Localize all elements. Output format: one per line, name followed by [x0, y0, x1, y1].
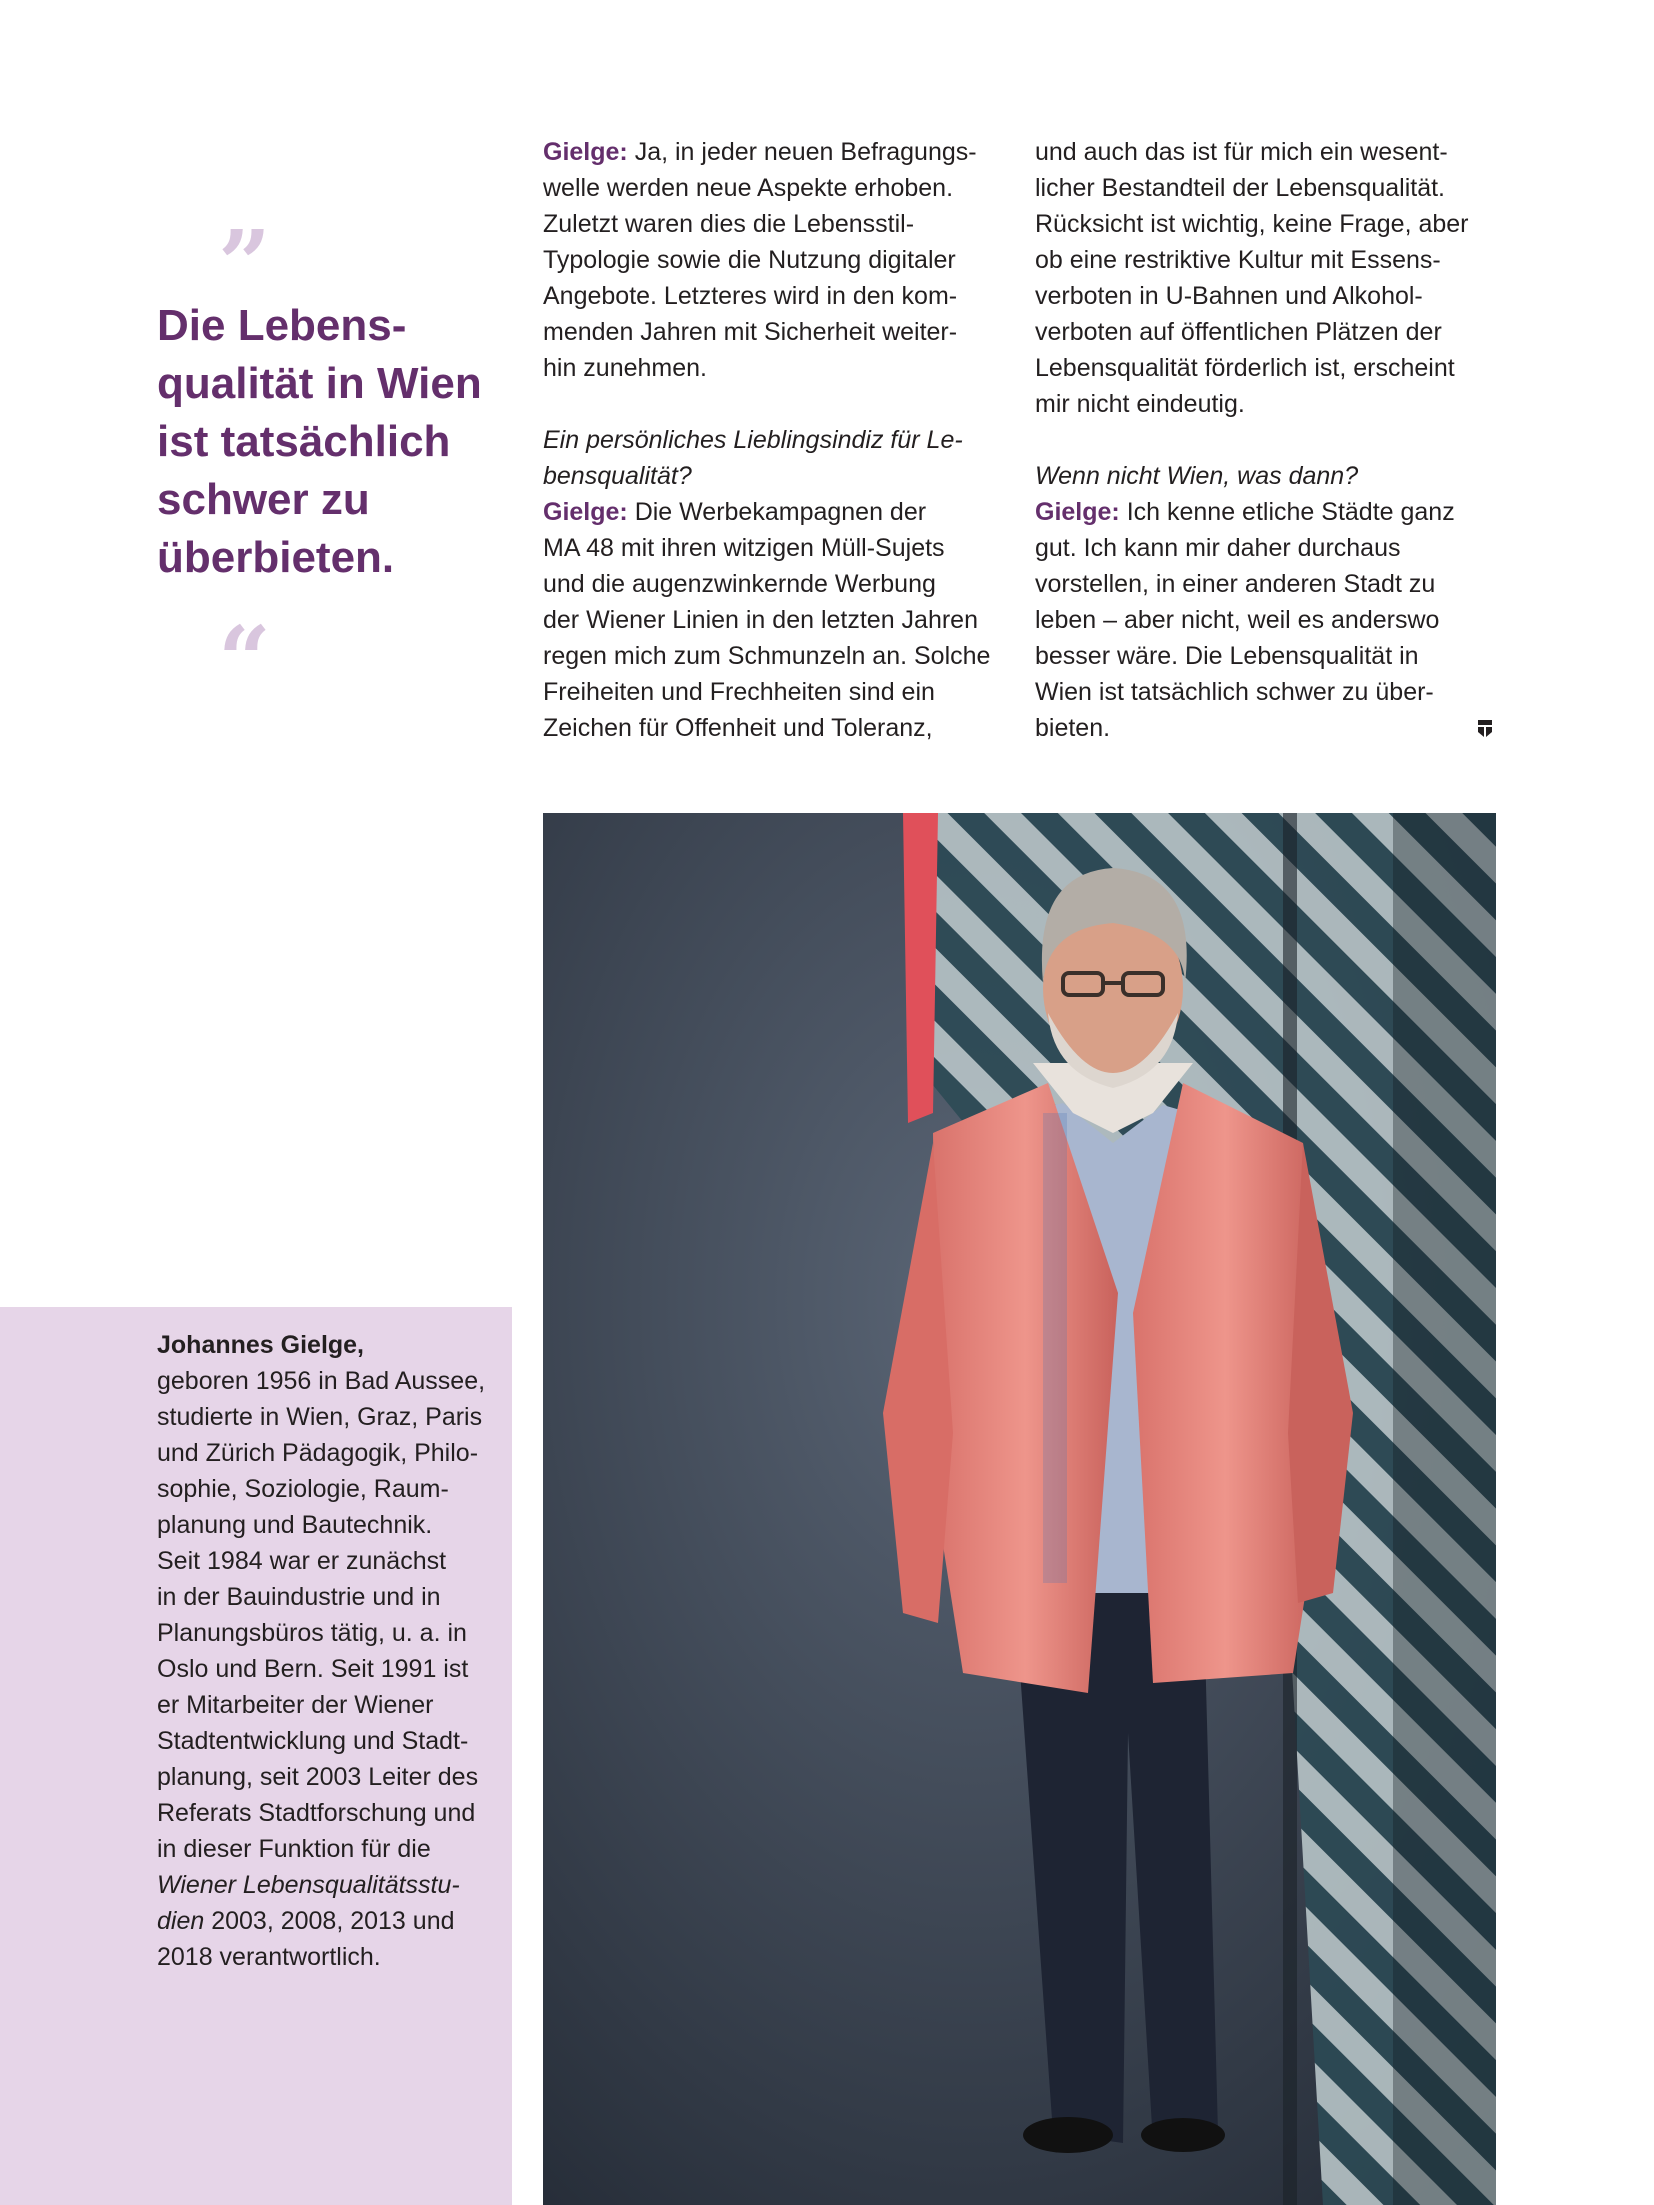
text-line: MA 48 mit ihren witzigen Müll-Sujets — [543, 534, 945, 562]
speaker-label: Gielge: — [543, 498, 628, 526]
text-line: und auch das ist für mich ein wesent- — [1035, 138, 1448, 166]
bio-line: in dieser Funktion für die — [157, 1835, 431, 1863]
question-line: bensqualität? — [543, 462, 692, 490]
paragraph-gap — [1035, 422, 1505, 458]
answer-text: Die Werbekampagnen der — [627, 498, 927, 526]
bio-line: sophie, Soziologie, Raum- — [157, 1475, 449, 1503]
text-line: Wien ist tatsächlich schwer zu über- — [1035, 678, 1434, 706]
portrait-photo — [543, 813, 1496, 2205]
portrait-illustration — [543, 813, 1496, 2205]
text-line — [543, 134, 1013, 170]
text-line: regen mich zum Schmunzeln an. Solche — [543, 642, 991, 670]
text-line: Typologie sowie die Nutzung digitaler — [543, 246, 956, 274]
text-line: verboten auf öffentlichen Plätzen der — [1035, 318, 1442, 346]
text-line: und die augenzwinkernde Werbung — [543, 570, 936, 598]
bio-line: er Mitarbeiter der Wiener — [157, 1691, 434, 1719]
text-line: leben – aber nicht, weil es anderswo — [1035, 606, 1440, 634]
bio-line: planung und Bautechnik. — [157, 1511, 433, 1539]
bio-line: geboren 1956 in Bad Aussee, — [157, 1367, 486, 1395]
pull-quote-line: überbieten. — [157, 533, 395, 582]
article-column-2 — [1035, 134, 1505, 746]
bio-line — [157, 1903, 497, 1939]
pull-quote-line: Die Lebens- — [157, 301, 407, 350]
bio-line: studierte in Wien, Graz, Paris — [157, 1403, 483, 1431]
bio-line: Seit 1984 war er zunächst — [157, 1547, 447, 1575]
pull-quote-line: qualität in Wien — [157, 359, 482, 408]
speaker-label: Gielge: — [543, 138, 628, 166]
pull-quote — [157, 297, 497, 587]
article-column-1 — [543, 134, 1013, 746]
text-line: gut. Ich kann mir daher durchaus — [1035, 534, 1401, 562]
text-line: mir nicht eindeutig. — [1035, 390, 1245, 418]
text-line: Rücksicht ist wichtig, keine Frage, aber — [1035, 210, 1469, 238]
text-line: vorstellen, in einer anderen Stadt zu — [1035, 570, 1436, 598]
question-line: Ein persönliches Lieblingsindiz für Le- — [543, 426, 963, 454]
bio-line: Oslo und Bern. Seit 1991 ist — [157, 1655, 469, 1683]
bio-lines — [157, 1363, 497, 1867]
vienna-shield-icon — [1476, 718, 1494, 740]
text-line: Zuletzt waren dies die Lebensstil- — [543, 210, 915, 238]
paragraph-gap — [543, 386, 1013, 422]
bio-line: Planungsbüros tätig, u. a. in — [157, 1619, 467, 1647]
text-line: bieten. — [1035, 714, 1111, 742]
answer-text: Ich kenne etliche Städte ganz — [1119, 498, 1455, 526]
bio-line: in der Bauindustrie und in — [157, 1583, 441, 1611]
bio-name: Johannes Gielge, — [157, 1331, 365, 1359]
pull-quote-line: schwer zu — [157, 475, 370, 524]
bio-line: planung, seit 2003 Leiter des — [157, 1763, 479, 1791]
bio-line: 2018 verantwortlich. — [157, 1943, 381, 1971]
text-line: verboten in U-Bahnen und Alkohol- — [1035, 282, 1423, 310]
text-line: besser wäre. Die Lebensqualität in — [1035, 642, 1419, 670]
text-line: menden Jahren mit Sicherheit weiter- — [543, 318, 958, 346]
bio-text: 2003, 2008, 2013 und — [204, 1907, 455, 1935]
bio-italic: dien — [157, 1907, 205, 1935]
bio-line: Referats Stadtforschung und — [157, 1799, 476, 1827]
author-bio — [157, 1327, 497, 1975]
text-line: Zeichen für Offenheit und Toleranz, — [543, 714, 933, 742]
speaker-label: Gielge: — [1035, 498, 1120, 526]
text-line: ob eine restriktive Kultur mit Essens- — [1035, 246, 1441, 274]
text-line: Freiheiten und Frechheiten sind ein — [543, 678, 935, 706]
text-line: Lebensqualität förderlich ist, erscheint — [1035, 354, 1455, 382]
pull-quote-line: ist tatsächlich — [157, 417, 451, 466]
text-line: licher Bestandteil der Lebensqualität. — [1035, 174, 1445, 202]
question-line: Wenn nicht Wien, was dann? — [1035, 462, 1359, 490]
quote-open-mark: ” — [218, 210, 271, 318]
text-line: hin zunehmen. — [543, 354, 708, 382]
text-line — [1035, 494, 1505, 530]
quote-close-mark: “ — [218, 606, 271, 714]
bio-italic: Wiener Lebensqualitätsstu- — [157, 1871, 460, 1899]
text-line — [543, 494, 1013, 530]
bio-line — [157, 1867, 497, 1903]
text-line: welle werden neue Aspekte erhoben. — [543, 174, 954, 202]
answer-text: Ja, in jeder neuen Befragungs- — [627, 138, 977, 166]
text-line: der Wiener Linien in den letzten Jahren — [543, 606, 978, 634]
text-line: Angebote. Letzteres wird in den kom- — [543, 282, 958, 310]
bio-line: und Zürich Pädagogik, Philo- — [157, 1439, 479, 1467]
bio-line: Stadtentwicklung und Stadt- — [157, 1727, 469, 1755]
